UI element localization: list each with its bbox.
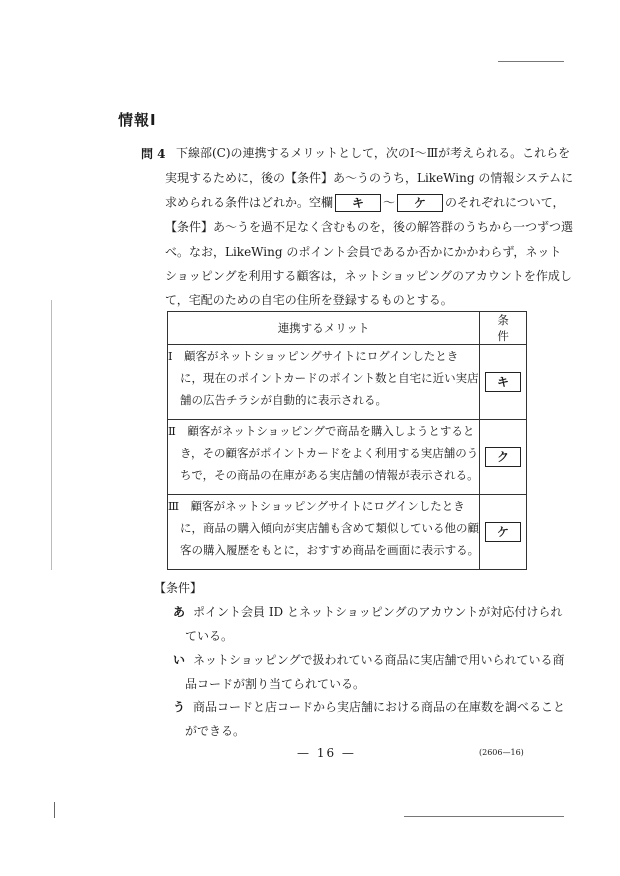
left-margin-mark [54,802,55,818]
question-line-4: 【条件】あ～うを過不足なく含むものを，後の解答群のうちから一つずつ選 [165,220,574,234]
condition-u-cont: ができる。 [185,724,246,738]
condition-cell-1 [480,345,527,420]
blank-ke-inline: ケ [397,194,443,212]
merit-1-line-1: Ⅰ 顧客がネットショッピングサイトにログインしたとき [168,349,459,363]
merit-3-line-1: Ⅲ 顧客がネットショッピングサイトにログインしたとき [168,499,465,513]
blank-ke-box: ケ [485,522,521,542]
condition-u-key: う [173,700,186,714]
question-line-3-tail: のそれぞれについて， [445,195,565,210]
left-margin-rule [51,300,52,570]
merit-2-line-3: ちで，その商品の在庫がある実店舗の情報が表示される。 [180,468,479,482]
question-line-7: て，宅配のための自宅の住所を登録するものとする。 [165,293,453,307]
conditions-heading: 【条件】 [154,581,203,595]
merit-1-line-3: 舗の広告チラシが自動的に表示される。 [180,393,387,407]
page-number: — 16 — [297,746,356,760]
merit-3-line-3: 客の購入履歴をもとに，おすすめ商品を画面に表示する。 [180,543,480,557]
blank-ku-box: ク [485,447,521,467]
merit-2-line-1: Ⅱ 顧客がネットショッピングで商品を購入しようとすると [168,424,475,438]
table-header-row [168,312,527,345]
top-right-rule [498,61,564,62]
table-row [168,495,527,570]
condition-cell-2 [480,420,527,495]
condition-a-key: あ [173,605,186,619]
merit-cell-2 [168,420,480,495]
merit-cell-3 [168,495,480,570]
table-row [168,420,527,495]
condition-cell-3 [480,495,527,570]
question-line-3-text: 求められる条件はどれか。空欄 [165,195,334,210]
condition-a-cont: ている。 [185,629,234,643]
question-line-3 [165,194,565,212]
subject-heading: 情報Ⅰ [118,111,157,129]
merit-cell-1 [168,345,480,420]
bottom-right-rule [404,816,564,817]
merit-3-line-2: に，商品の購入傾向が実店舗も含めて類似している他の顧 [180,521,479,535]
table-row [168,345,527,420]
condition-i-cont: 品コードが割り当てられている。 [185,677,366,691]
condition-u [173,699,565,715]
header-merit: 連携するメリット [168,312,480,345]
merit-table [167,311,527,570]
question-line-1: 下線部(C)の連携するメリットとして，次のⅠ～Ⅲが考えられる。これらを [176,146,571,160]
condition-a-line-1: ポイント会員 ID とネットショッピングのアカウントが対応付けられ [193,605,563,619]
merit-1-line-2: に，現在のポイントカードのポイント数と自宅に近い実店 [180,371,479,385]
question-line-5: べ。なお，LikeWing のポイント会員であるか否かにかかわらず，ネット [165,245,562,259]
condition-a [173,604,562,620]
condition-u-line-1: 商品コードと店コードから実店舗における商品の在庫数を調べること [193,700,566,714]
range-mark: ～ [383,195,396,210]
condition-i-key: い [173,653,186,667]
blank-ki-inline: キ [335,194,381,212]
question-line-2: 実現するために，後の【条件】あ～うのうち，LikeWing の情報システムに [165,171,574,185]
question-line-6: ショッピングを利用する顧客は，ネットショッピングのアカウントを作成し [165,269,572,283]
header-condition: 条件 [480,312,527,345]
blank-ki-box: キ [485,372,521,392]
question-number: 問 4 [141,147,166,161]
condition-i [173,652,565,668]
merit-2-line-2: き，その顧客がポイントカードをよく利用する実店舗のう [180,446,479,460]
page-code: (2606—16) [479,748,524,757]
condition-i-line-1: ネットショッピングで扱われている商品に実店舗で用いられている商 [193,653,565,667]
